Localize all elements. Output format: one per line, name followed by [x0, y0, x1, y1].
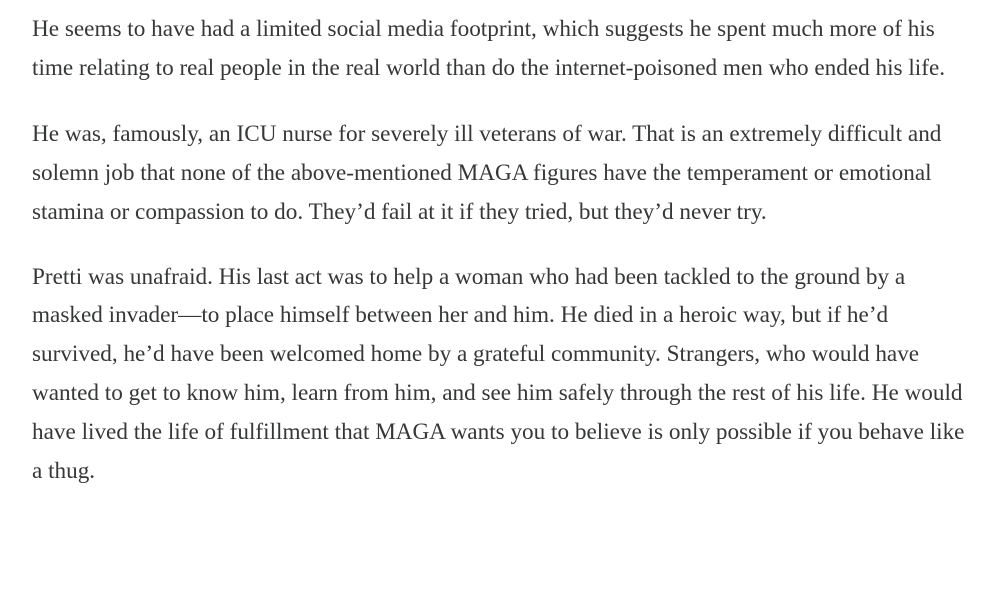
article-body	[32, 10, 977, 491]
article-paragraph: He was, famously, an ICU nurse for severely ill veterans of war. That is an extremely difficult and solemn job that none of the above-mentioned MAGA figures have the temperament or emotional stamina or compassion to do. They’d fail at it if they tried, but they’d never try.	[32, 120, 942, 225]
article-paragraph: Pretti was unafraid. His last act was to help a woman who had been tackled to the ground by a masked invader—to place himself between her and him. He died in a heroic way, but if he’d survived, he’d have been welcomed home by a grateful community. Strangers, who would have wanted to get to know him, learn from him, and see him safely through the rest of his life. He would have lived the life of fulfillment that MAGA wants you to believe is only possible if you behave like a thug.	[32, 263, 965, 485]
article-paragraph: He seems to have had a limited social media footprint, which suggests he spent much more of his time relating to real people in the real world than do the internet-poisoned men who ended his life.	[32, 16, 946, 81]
